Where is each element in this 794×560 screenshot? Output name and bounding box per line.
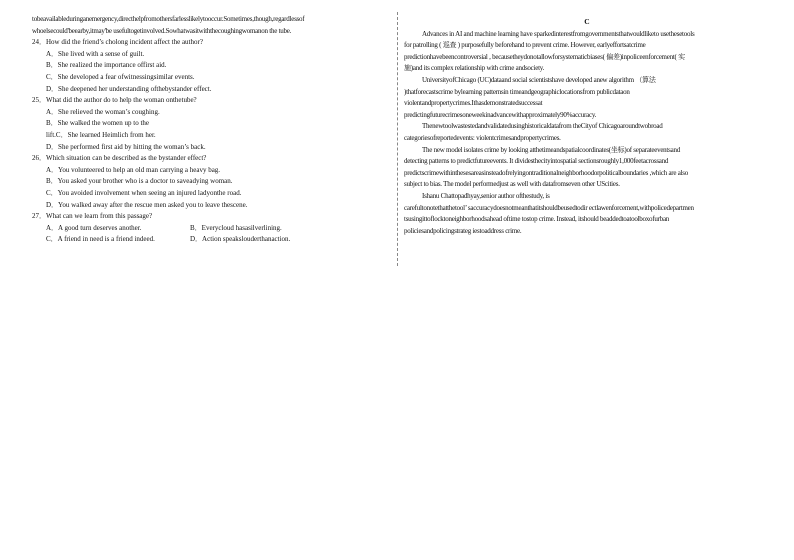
paragraph-line: policiesandpolicingstrateg iestoaddress crime. [404,226,522,235]
paragraph-5 [404,191,770,237]
options-row-1 [32,223,392,235]
option-a: A．She relieved the woman’s coughing. [46,107,160,116]
paragraph-line: detecting patterns to predictfutureevents. It dividesthecityintospatial sectionsroughly1,000feetacrossand [404,157,669,166]
question-stem: 27．What can we learn from this passage? [32,212,153,221]
paragraph-line: 施)and its complex relationship with crime andsociety. [404,64,545,73]
paragraph-1 [404,29,770,75]
paragraph-line: The new model isolates crime by looking atthetimeandspatialcoordinates(坐标)of separateeventsand [422,145,680,154]
paragraph-4 [404,145,770,191]
section-title: C [584,17,590,26]
column-divider [397,12,398,266]
paragraph-line: carefultonotethatthetool’ saccuracydoesnotmeanthatitshouldbeusedtodir ectlawenforcement,withpolicedepartmen [404,203,694,212]
option-d: D．You walked away after the rescue men asked you to leave thescene. [46,200,248,209]
paragraph-line: Ishanu Chattopadhyay,senior author ofthestudy, is [422,191,550,200]
paragraph-line: subject to bias. The model performedjust as well with datafromseven other UScities. [404,180,620,189]
option-c: C．You avoided involvement when seeing an injured ladyonthe road. [46,188,242,197]
option-c: C．A friend in need is a friend indeed. [46,235,155,244]
left-column [32,14,392,246]
intro-line-2: whoelsecould'beearby,itmay'be usefultogetinvolved.Sowhatwasitwiththecoughingwomanon the tube. [32,26,292,35]
option-a: A．She lived with a sense of guilt. [46,49,145,58]
paragraph-3 [404,121,770,144]
paragraph-line: categoriesofreportedevents: violentcrimesandpropertycrimes. [404,133,561,142]
paragraph-line: UniversityofChicago (UC)dataand social scientistshave developed anew algorithm （算法 [422,75,656,84]
option-c: lift.C．She learned Heimlich from her. [46,130,156,139]
paragraph-line: Advances in AI and machine learning have sparkedinterestfromgovernmentsthatwouldliketo usethesetools [422,29,695,38]
paragraph-line: Thenewtoolwastestedandvalidatedusinghistoricaldatafrom theCityof Chicagoaroundtwobroad [422,122,663,131]
question-26 [32,153,392,211]
paragraph-2 [404,75,770,121]
question-25 [32,95,392,153]
paragraph-line: predictionhavebeencontroversial , becausetheydonotallowforsystematicbiases( 偏差)inpoliceenforcement( 实 [404,52,685,61]
option-c: C．She developed a fear ofwitnessingsimilar events. [46,72,195,81]
option-b: B．She walked the women up to the [46,119,150,128]
options-row-2 [32,234,392,246]
paragraph-line: violentandpropertycrimes.Ithasdemonstratedsuccessat [404,99,543,108]
intro-line-1: tobeavailableduringanemergency,directhelpfromothersfarlesslikelytooccur.Sometimes,though,regardlessof [32,15,305,23]
paragraph-line: tsusingittoflocktoneighborhoodsahead oftime tostop crime. Instead, itshould beaddedtoatoolboxofurban [404,215,670,224]
option-b: B．You asked your brother who is a doctor to saveadying woman. [46,177,233,186]
option-b: B．She realized the importance offirst aid. [46,61,167,70]
question-24 [32,37,392,95]
right-column [404,14,770,237]
question-27 [32,211,392,246]
option-d: D．She performed first aid by hitting the woman’s back. [46,142,206,151]
paragraph-line: predictscrimewithinthesesareasinsteadofrelyingontraditionalneighborhoodorpoliticalboundaries ,which are also [404,168,689,177]
question-stem: 25．What did the author do to help the woman onthetube? [32,96,197,105]
paragraph-line: predictingfuturecrimesoneweekinadvancewithapproximately90%accuracy. [404,110,597,119]
option-a: A．A good turn deserves another. [46,223,142,232]
option-b: B．Everycloud hasasilverlining. [190,223,282,232]
question-stem: 24．How did the friend’s cholong incident affect the author? [32,38,203,47]
option-a: A．You volunteered to help an old man carrying a heavy bag. [46,165,221,174]
paragraph-line: )thatforecastscrime bylearning patternsin timeandgeographiclocationsfrom publicdataon [404,87,630,96]
question-stem: 26．Which situation can be described as the bystander effect? [32,154,207,163]
paragraph-line: for patrolling ( 巡查 ) purposefully beforehand to prevent crime. However, earlyeffortsatcrime [404,41,646,50]
option-d: D．She deepened her understanding ofthebystander effect. [46,84,212,93]
option-d: D．Action speakslouderthanaction. [190,235,291,244]
